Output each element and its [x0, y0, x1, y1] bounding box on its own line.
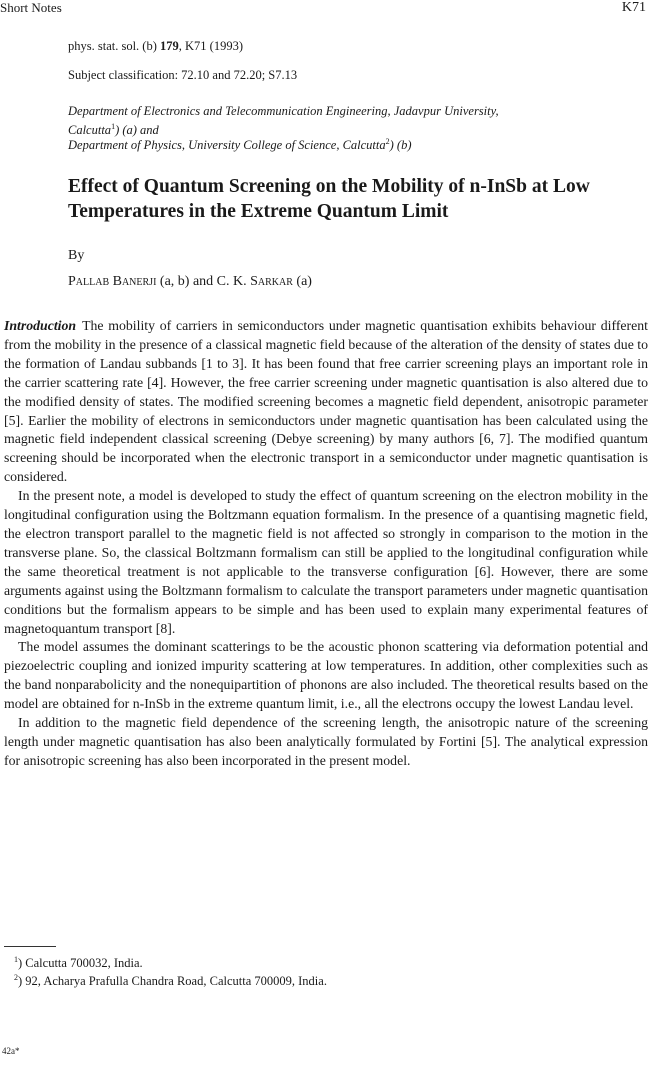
citation	[68, 39, 243, 54]
affiliation-text: Department of Physics, University College of Science, Calcutta	[68, 138, 386, 153]
footnote-1	[14, 955, 143, 971]
page-number: K71	[621, 0, 646, 15]
affiliation-tail: ) (b)	[389, 138, 412, 153]
affiliation-3	[68, 134, 628, 153]
paragraph-text: The mobility of carriers in semiconductors under magnetic quantisation exhibits behaviour different from the mobility in the presence of a classical magnetic field because of the alteration of the density of states due to the formation of Landau subbands [1 to 3]. It has been found that free carrier screening plays an important role in the carrier scattering rate [4]. However, the free carrier screening under magnetic quantisation is also altered due to the modified density of states. The modified screening becomes a magnetic field dependent, anisotropic parameter [5]. Earlier the mobility of electrons in semiconductors under magnetic quantisation has been calculated using the magnetic field independent classical screening (Debye screening) by many authors [6, 7]. The modified quantum screening should be incorporated when the electronic transport in a semiconductor under magnetic quantisation is considered.	[4, 318, 649, 485]
by-label: By	[68, 248, 85, 263]
paper-title: Effect of Quantum Screening on the Mobility of n-InSb at Low Temperatures in the Extreme Quantum Limit	[68, 176, 590, 222]
author-line	[68, 274, 312, 290]
introduction-heading: Introduction	[4, 318, 77, 333]
affiliation-text: Department of Electronics and Telecommunication Engineering, Jadavpur University,	[68, 104, 499, 118]
footnote-text: ) 92, Acharya Prafulla Chandra Road, Calcutta 700009, India.	[18, 974, 327, 989]
affiliation-tail: ) (a) and	[115, 123, 159, 138]
author-1: Pallab Banerji	[68, 274, 157, 289]
footnote-rule	[4, 946, 56, 947]
paragraph: In the present note, a model is developed to study the effect of quantum screening on the electron mobility in the longitudinal configuration using the Boltzmann equation formalism. In the presence of a quantising magnetic field, the electron transport parallel to the magnetic field is not affected so strongly in comparison to the motion in the transverse plane. So, the classical Boltzmann formalism can still be applied to the longitudinal configuration while the same theoretical treatment is not applicable to the transverse configuration [6]. However, there are some arguments against using the Boltzmann formalism to calculate the transport parameters under magnetic quantisation conditions but the formalism appears to be simple and has been used to explain many experimental features of magnetoquantum transport [8].	[4, 488, 648, 636]
running-head: Short Notes	[0, 0, 62, 15]
footnote-text: ) Calcutta 700032, India.	[18, 956, 143, 971]
paragraph-introduction	[4, 317, 648, 487]
affiliation-sup: 2	[385, 137, 390, 146]
citation-volume: 179	[160, 39, 179, 53]
affiliation-1	[68, 104, 628, 119]
affiliation-text: Calcutta	[68, 123, 112, 138]
subject-classification: Subject classification: 72.10 and 72.20; S7.13	[68, 68, 298, 82]
body-text	[4, 317, 648, 771]
footnote-mark: 1	[14, 955, 18, 964]
paragraph: The model assumes the dominant scatterings to be the acoustic phonon scattering via deformation potential and piezoelectric coupling and ionized impurity scattering at low temperatures. In addition, other complexities such as the band nonparabolicity and the nonequipartition of phonons are also included. The theoretical results based on the model are obtained for n-InSb in the extreme quantum limit, i.e., all the electrons occupy the lowest Landau level.	[4, 639, 648, 712]
footnote-2	[14, 973, 327, 989]
author-2: Sarkar	[250, 274, 293, 289]
author-2-affiliation: (a)	[292, 274, 312, 289]
author-1-affiliation: (a, b) and C. K.	[156, 274, 251, 289]
citation-prefix: phys. stat. sol. (b)	[68, 39, 161, 53]
citation-suffix: , K71 (1993)	[178, 39, 243, 53]
affiliation-sup: 1	[111, 122, 116, 131]
footnote-mark: 2	[14, 973, 18, 982]
paragraph: In addition to the magnetic field dependence of the screening length, the anisotropic nature of the screening length under magnetic quantisation has also been analytically formulated by Fortini [5]. The analytical expression for anisotropic screening has also been incorporated in the present model.	[4, 715, 648, 768]
signature-mark: 42a*	[2, 1046, 20, 1056]
